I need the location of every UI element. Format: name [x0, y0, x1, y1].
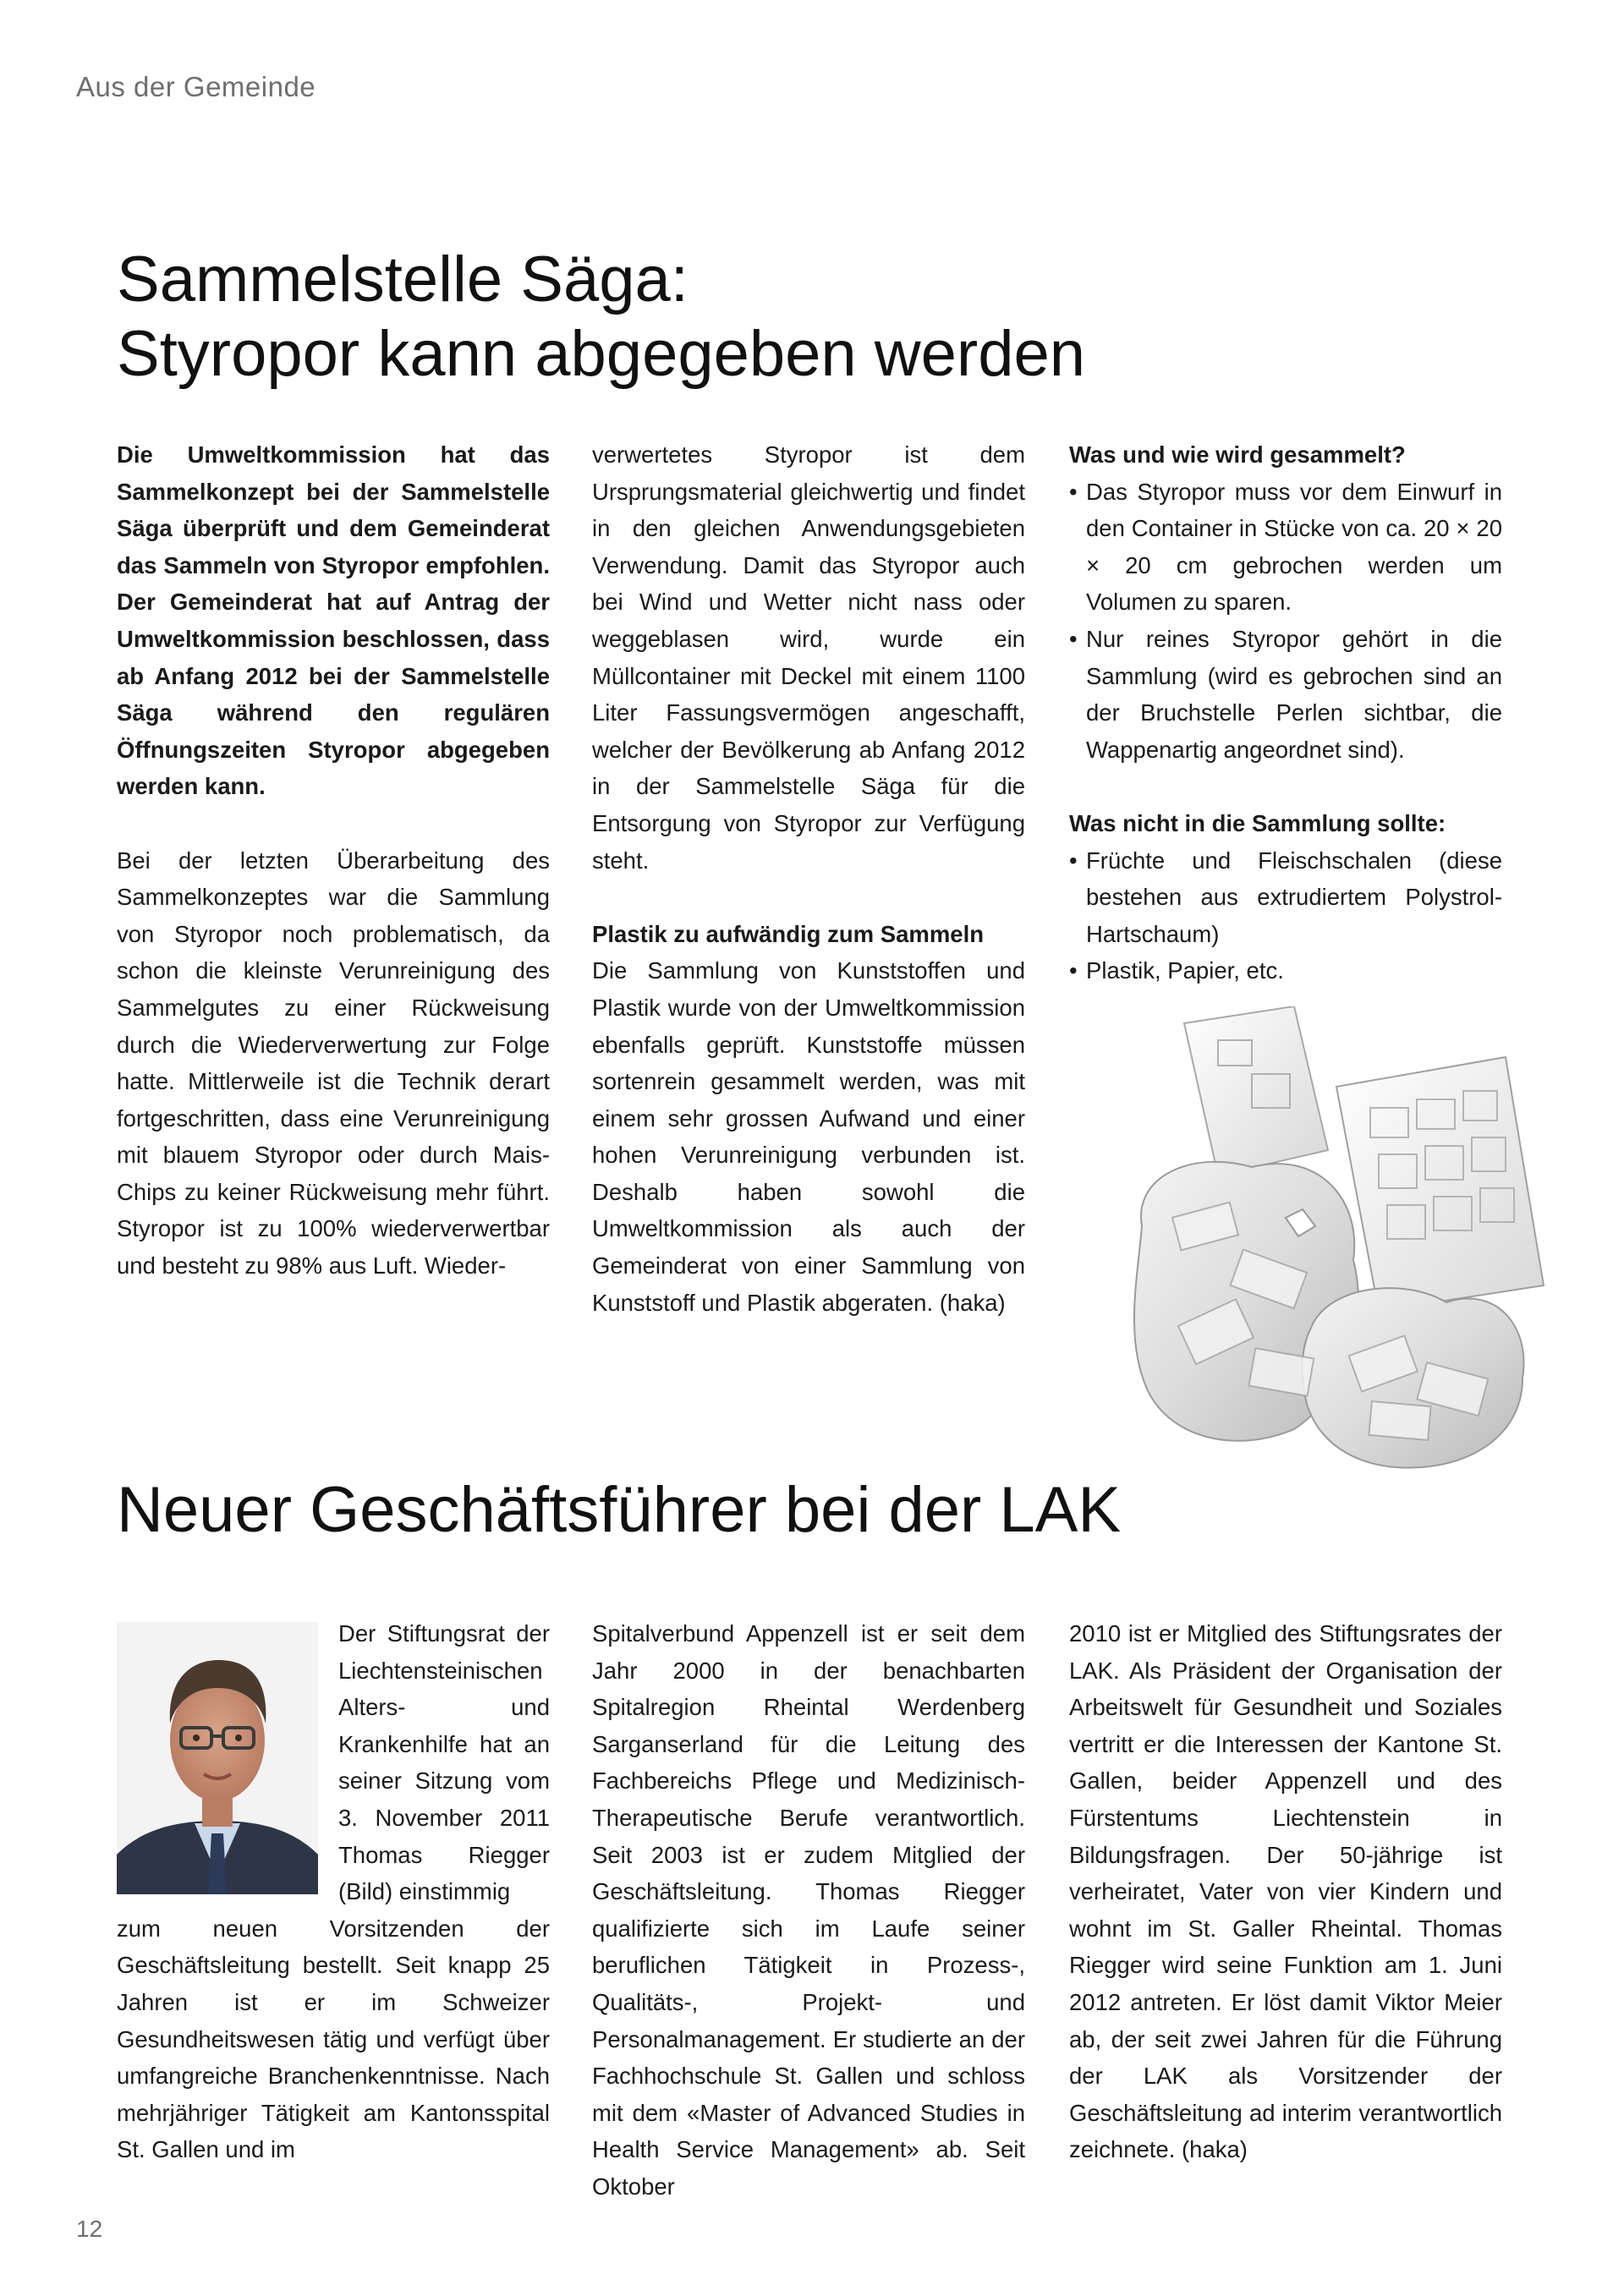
- article-1-lead: Die Umweltkommission hat das Sammelkonzept bei der Sammelstelle Säga überprüft und dem Gemeinderat das Sammeln von Styropor empfohlen. Der Gemeinderat hat auf Antrag der Umweltkommission beschlossen, dass ab Anfang 2012 bei der Sammelstelle Säga während den regulären Öffnungszeiten Styropor abgegeben werden kann.: [117, 441, 550, 800]
- article-2-body-col3: 2010 ist er Mitglied des Stiftungsrates der LAK. Als Präsident der Organisation der Arbeitswelt für Gesundheit und Soziales vertritt er die Interessen der Kantone St. Gallen, beider Appenzell und des Fürstentums Liechtenstein in Bildungsfragen. Der 50-jährige ist verheiratet, Vater von vier Kindern und wohnt im St. Galler Rheintal. Thomas Riegger wird seine Funktion am 1. Juni 2012 antreten. Er löst damit Viktor Meier ab, der seit zwei Jahren für die Führung der LAK als Vorsitzender der Geschäftsleitung ad interim verantwortlich zeichnete. (haka): [1069, 1620, 1502, 2163]
- article-1-title-line1: Sammelstelle Säga:: [117, 244, 689, 315]
- article-1-column-1: [117, 436, 550, 1285]
- article-2-column-2: [592, 1615, 1025, 2206]
- article-1-column-2: [592, 436, 1025, 1321]
- article-2-body-col2: Spitalverbund Appenzell ist er seit dem Jahr 2000 in der benachbarten Spitalregion Rheintal Werdenberg Sarganserland für die Leitung des Fachbereichs Pflege und Medizinisch-Therapeutische Berufe verantwortlich. Seit 2003 ist er zudem Mitglied der Geschäftsleitung. Thomas Riegger qualifizierte sich im Laufe seiner beruflichen Tätigkeit in Prozess-, Qualitäts-, Projekt- und Personalmanagement. Er studierte an der Fachhochschule St. Gallen und schloss mit dem «Master of Advanced Studies in Health Service Management» ab. Seit Oktober: [592, 1620, 1025, 2200]
- article-1-title: [117, 243, 1085, 392]
- list-item: • Nur reines Styropor gehört in die Sammlung (wird es gebrochen sind an der Bruchstelle Perlen sichtbar, die Wappenartig angeordnet sind).: [1069, 621, 1502, 768]
- article-2-body-col1-rest: zum neuen Vorsitzenden der Geschäftsleitung bestellt. Seit knapp 25 Jahren ist er im Schweizer Gesundheitswesen tätig und verfügt über umfangreiche Branchenkenntnisse. Nach mehrjähriger Tätigkeit am Kantonsspital St. Gallen und im: [117, 1915, 550, 2163]
- styrofoam-photo: [1125, 1006, 1548, 1480]
- list-item: • Früchte und Fleischschalen (diese bestehen aus extrudiertem Polystrol-Hartschaum): [1069, 842, 1502, 953]
- page-number: 12: [76, 2216, 103, 2242]
- subhead-nicht-sammlung: Was nicht in die Sammlung sollte:: [1069, 809, 1446, 836]
- article-2-title: Neuer Geschäftsführer bei der LAK: [117, 1474, 1122, 1546]
- article-1-body-plastik: Die Sammlung von Kunststoffen und Plastik wurde von der Umweltkommission ebenfalls geprüft. Kunststoffe müssen sortenrein gesammelt werden, was mit einem sehr grossen Aufwand und einer hohen Verunreinigung verbunden ist. Deshalb haben sowohl die Umweltkommission als auch der Gemeinderat von einer Sammlung von Kunststoff und Plastik abgeraten. (haka): [592, 957, 1025, 1316]
- subhead-was-gesammelt: Was und wie wird gesammelt?: [1069, 441, 1406, 468]
- list-item: • Das Styropor muss vor dem Einwurf in den Container in Stücke von ca. 20 × 20 × 20 cm gebrochen werden um Volumen zu sparen.: [1069, 474, 1502, 621]
- article-2-column-1: [117, 1615, 550, 2168]
- article-1-body-part2: verwertetes Styropor ist dem Ursprungsmaterial gleichwertig und findet in den gleichen Anwendungsgebieten Verwendung. Damit das Styropor auch bei Wind und Wetter nicht nass oder weggeblasen wird, wurde ein Müllcontainer mit Deckel mit einem 1100 Liter Fassungsvermögen angeschafft, welcher der Bevölkerung ab Anfang 2012 in der Sammelstelle Säga für die Entsorgung von Styropor zur Verfügung steht.: [592, 441, 1025, 874]
- list-was-gesammelt: [1069, 474, 1502, 769]
- list-nicht-sammlung: [1069, 842, 1502, 989]
- article-1-title-line2: Styropor kann abgegeben werden: [117, 318, 1086, 390]
- article-1-body-part1: Bei der letzten Überarbeitung des Sammelkonzeptes war die Sammlung von Styropor noch problematisch, da schon die kleinste Verunreinigung des Sammelgutes zu einer Rückweisung durch die Wiederverwertung zur Folge hatte. Mittlerweile ist die Technik derart fortgeschritten, dass eine Verunreinigung mit blauem Styropor oder durch Mais-Chips zu keiner Rückweisung mehr führt. Styropor ist zu 100% wiederverwertbar und besteht zu 98% aus Luft. Wieder-: [117, 847, 550, 1280]
- article-2-body-col1-beside-photo: Der Stiftungsrat der Liechtensteinischen Alters- und Krankenhilfe hat an seiner Sitzung vom 3. November 2011 Thomas Riegger (Bild) einstimmig: [338, 1620, 550, 1905]
- list-item: • Plastik, Papier, etc.: [1069, 952, 1502, 989]
- article-2-column-3: [1069, 1615, 1502, 2168]
- section-label: Aus der Gemeinde: [76, 71, 316, 102]
- article-1-column-3: [1069, 436, 1502, 989]
- article-2-body-col1: [117, 1615, 550, 2168]
- subhead-plastik: Plastik zu aufwändig zum Sammeln: [592, 920, 985, 947]
